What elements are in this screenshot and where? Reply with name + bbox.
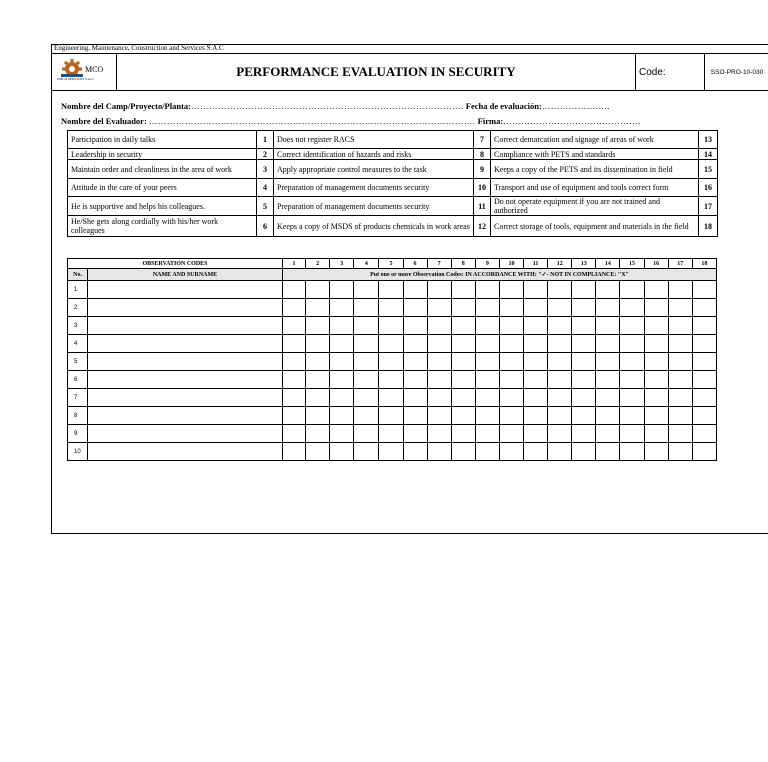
name-cell[interactable] <box>88 317 283 335</box>
code-cell[interactable] <box>475 443 499 461</box>
form-header <box>51 53 768 91</box>
code-cell[interactable] <box>572 389 596 407</box>
code-cell[interactable] <box>403 353 427 371</box>
row-number: 6 <box>68 371 88 389</box>
code-cell[interactable] <box>644 353 668 371</box>
code-number-header: 6 <box>403 259 427 269</box>
code-number-header: 2 <box>306 259 330 269</box>
code-cell[interactable] <box>282 407 305 425</box>
name-cell[interactable] <box>88 335 283 353</box>
code-cell[interactable] <box>644 389 668 407</box>
code-cell[interactable] <box>620 281 644 299</box>
table-row <box>68 407 717 425</box>
criteria-row <box>68 197 718 216</box>
code-cell[interactable] <box>427 389 451 407</box>
form-title: PERFORMANCE EVALUATION IN SECURITY <box>117 54 636 90</box>
code-cell[interactable] <box>354 425 379 443</box>
criteria-number: 4 <box>257 179 274 197</box>
code-cell[interactable] <box>499 371 523 389</box>
code-cell[interactable] <box>354 299 379 317</box>
firma-label: Firma: <box>477 116 504 126</box>
evaluador-line <box>61 116 641 126</box>
code-cell[interactable] <box>330 443 354 461</box>
row-number: 4 <box>68 335 88 353</box>
criteria-text: Apply appropriate control measures to the task <box>274 160 474 179</box>
code-cell[interactable] <box>427 443 451 461</box>
code-cell[interactable] <box>596 371 620 389</box>
row-number: 1 <box>68 281 88 299</box>
code-cell[interactable] <box>451 353 475 371</box>
code-number-header: 10 <box>499 259 523 269</box>
name-cell[interactable] <box>88 407 283 425</box>
code-cell[interactable] <box>330 281 354 299</box>
code-cell[interactable] <box>354 443 379 461</box>
code-cell[interactable] <box>451 407 475 425</box>
company-name: Engineering, Maintenance, Construction and Services S.A.C <box>54 44 224 52</box>
criteria-text: Correct storage of tools, equipment and materials in the field <box>491 216 699 237</box>
criteria-row <box>68 160 718 179</box>
criteria-row <box>68 179 718 197</box>
criteria-text: Keeps a copy of MSDS of products chemicals in work areas <box>274 216 474 237</box>
code-cell[interactable] <box>620 425 644 443</box>
code-cell[interactable] <box>572 353 596 371</box>
code-cell[interactable] <box>620 353 644 371</box>
code-value: SSO-PRO-10-030 <box>710 68 764 76</box>
code-cell[interactable] <box>644 281 668 299</box>
code-cell[interactable] <box>620 317 644 335</box>
criteria-number: 7 <box>474 131 491 149</box>
code-cell[interactable] <box>644 335 668 353</box>
code-cell[interactable] <box>548 335 572 353</box>
logo <box>51 54 117 90</box>
code-cell[interactable] <box>548 425 572 443</box>
code-cell[interactable] <box>427 299 451 317</box>
code-cell[interactable] <box>596 389 620 407</box>
code-cell[interactable] <box>330 353 354 371</box>
code-cell[interactable] <box>572 281 596 299</box>
code-cell[interactable] <box>379 425 403 443</box>
logo-subtext: EMCO SERVICES S.A.C. <box>57 77 95 81</box>
code-number-header: 3 <box>330 259 354 269</box>
code-cell[interactable] <box>548 371 572 389</box>
code-cell[interactable] <box>306 317 330 335</box>
code-cell[interactable] <box>596 353 620 371</box>
code-cell[interactable] <box>572 335 596 353</box>
code-cell[interactable] <box>379 371 403 389</box>
code-cell[interactable] <box>668 317 692 335</box>
code-cell[interactable] <box>524 317 548 335</box>
code-cell[interactable] <box>668 389 692 407</box>
name-cell[interactable] <box>88 425 283 443</box>
code-cell[interactable] <box>572 317 596 335</box>
row-number: 10 <box>68 443 88 461</box>
camp-label: Nombre del Camp/Proyecto/Planta: <box>61 101 191 111</box>
code-cell[interactable] <box>644 425 668 443</box>
code-number-header: 13 <box>572 259 596 269</box>
code-cell[interactable] <box>596 299 620 317</box>
code-cell[interactable] <box>499 299 523 317</box>
firma-field[interactable]: ………………………………………. <box>503 116 641 126</box>
code-cell[interactable] <box>524 389 548 407</box>
code-number-header: 4 <box>354 259 379 269</box>
code-cell[interactable] <box>596 281 620 299</box>
code-cell[interactable] <box>524 335 548 353</box>
code-cell[interactable] <box>306 335 330 353</box>
code-cell[interactable] <box>451 281 475 299</box>
criteria-number: 16 <box>699 179 718 197</box>
criteria-row <box>68 131 718 149</box>
code-cell[interactable] <box>282 281 305 299</box>
criteria-number: 8 <box>474 149 491 160</box>
code-number-header: 18 <box>692 259 716 269</box>
code-cell[interactable] <box>379 443 403 461</box>
criteria-row <box>68 216 718 237</box>
criteria-number: 3 <box>257 160 274 179</box>
code-cell[interactable] <box>524 299 548 317</box>
code-number-header: 15 <box>620 259 644 269</box>
code-cell[interactable] <box>451 443 475 461</box>
code-cell[interactable] <box>475 371 499 389</box>
table-row <box>68 335 717 353</box>
criteria-number: 17 <box>699 197 718 216</box>
criteria-text: Transport and use of equipment and tools correct form <box>491 179 699 197</box>
code-cell[interactable] <box>475 281 499 299</box>
code-cell[interactable] <box>620 389 644 407</box>
code-number-header: 7 <box>427 259 451 269</box>
row-number: 2 <box>68 299 88 317</box>
criteria-number: 14 <box>699 149 718 160</box>
code-cell[interactable] <box>427 317 451 335</box>
camp-line <box>61 101 610 111</box>
code-cell[interactable] <box>451 425 475 443</box>
observation-codes-row <box>68 259 717 269</box>
code-cell[interactable] <box>644 443 668 461</box>
code-cell[interactable] <box>330 335 354 353</box>
criteria-number: 6 <box>257 216 274 237</box>
code-cell[interactable] <box>644 407 668 425</box>
code-cell[interactable] <box>306 299 330 317</box>
code-cell[interactable] <box>427 371 451 389</box>
code-cell[interactable] <box>475 317 499 335</box>
code-cell[interactable] <box>475 389 499 407</box>
criteria-number: 15 <box>699 160 718 179</box>
code-cell[interactable] <box>548 407 572 425</box>
criteria-text: Participation in daily talks <box>68 131 257 149</box>
code-cell[interactable] <box>451 389 475 407</box>
name-cell[interactable] <box>88 443 283 461</box>
code-cell[interactable] <box>620 407 644 425</box>
gear-logo-icon <box>59 58 85 78</box>
name-cell[interactable] <box>88 389 283 407</box>
code-cell[interactable] <box>572 443 596 461</box>
code-cell[interactable] <box>354 371 379 389</box>
table-row <box>68 281 717 299</box>
table-row <box>68 299 717 317</box>
code-cell[interactable] <box>524 281 548 299</box>
code-cell[interactable] <box>427 425 451 443</box>
code-cell[interactable] <box>306 407 330 425</box>
code-cell[interactable] <box>306 281 330 299</box>
code-cell[interactable] <box>379 353 403 371</box>
name-cell[interactable] <box>88 299 283 317</box>
criteria-text: Preparation of management documents security <box>274 197 474 216</box>
code-number-header: 9 <box>475 259 499 269</box>
code-cell[interactable] <box>572 371 596 389</box>
code-cell[interactable] <box>524 371 548 389</box>
criteria-text: Does not register RACS <box>274 131 474 149</box>
code-cell[interactable] <box>475 335 499 353</box>
code-number-header: 16 <box>644 259 668 269</box>
code-cell[interactable] <box>475 425 499 443</box>
code-cell[interactable] <box>282 317 305 335</box>
observation-codes-title: OBSERVATION CODES <box>68 259 283 269</box>
evaluador-label: Nombre del Evaluador: <box>61 116 147 126</box>
code-cell[interactable] <box>668 443 692 461</box>
code-cell[interactable] <box>330 299 354 317</box>
code-cell[interactable] <box>692 371 716 389</box>
code-cell[interactable] <box>354 353 379 371</box>
code-cell[interactable] <box>692 407 716 425</box>
criteria-number: 9 <box>474 160 491 179</box>
code-cell[interactable] <box>330 389 354 407</box>
code-cell[interactable] <box>620 371 644 389</box>
code-cell[interactable] <box>282 335 305 353</box>
code-cell[interactable] <box>596 443 620 461</box>
code-cell[interactable] <box>330 407 354 425</box>
code-cell[interactable] <box>354 317 379 335</box>
code-cell[interactable] <box>451 299 475 317</box>
code-cell[interactable] <box>282 299 305 317</box>
code-number-header: 17 <box>668 259 692 269</box>
code-cell[interactable] <box>282 425 305 443</box>
code-cell[interactable] <box>548 443 572 461</box>
code-cell[interactable] <box>379 299 403 317</box>
code-cell[interactable] <box>524 407 548 425</box>
code-cell[interactable] <box>354 335 379 353</box>
code-cell[interactable] <box>499 317 523 335</box>
code-cell[interactable] <box>668 281 692 299</box>
criteria-number: 18 <box>699 216 718 237</box>
code-cell[interactable] <box>548 389 572 407</box>
criteria-text: Compliance with PETS and standards <box>491 149 699 160</box>
criteria-text: Keeps a copy of the PETS and its dissemination in field <box>491 160 699 179</box>
code-cell[interactable] <box>524 353 548 371</box>
code-cell[interactable] <box>403 335 427 353</box>
code-cell[interactable] <box>427 407 451 425</box>
code-cell[interactable] <box>620 299 644 317</box>
criteria-number: 10 <box>474 179 491 197</box>
code-cell[interactable] <box>499 407 523 425</box>
name-cell[interactable] <box>88 371 283 389</box>
code-cell[interactable] <box>692 335 716 353</box>
code-cell[interactable] <box>668 335 692 353</box>
code-number-header: 1 <box>282 259 305 269</box>
criteria-text: Leadership in security <box>68 149 257 160</box>
criteria-text: He is supportive and helps his colleagues. <box>68 197 257 216</box>
code-cell[interactable] <box>620 443 644 461</box>
name-header: NAME AND SURNAME <box>88 269 283 281</box>
code-cell[interactable] <box>692 443 716 461</box>
code-cell[interactable] <box>499 443 523 461</box>
criteria-number: 5 <box>257 197 274 216</box>
code-label: Code: <box>636 54 705 90</box>
code-cell[interactable] <box>427 353 451 371</box>
code-cell[interactable] <box>524 425 548 443</box>
code-cell[interactable] <box>644 317 668 335</box>
criteria-table <box>67 130 718 237</box>
code-cell[interactable] <box>330 425 354 443</box>
criteria-number: 11 <box>474 197 491 216</box>
code-number-header: 12 <box>548 259 572 269</box>
code-cell[interactable] <box>596 335 620 353</box>
code-cell[interactable] <box>644 299 668 317</box>
row-number: 5 <box>68 353 88 371</box>
table-row <box>68 353 717 371</box>
no-header: No. <box>68 269 88 281</box>
criteria-text: Correct identification of hazards and risks <box>274 149 474 160</box>
code-cell[interactable] <box>403 371 427 389</box>
code-cell[interactable] <box>330 371 354 389</box>
code-cell[interactable] <box>572 407 596 425</box>
code-cell[interactable] <box>475 407 499 425</box>
row-number: 3 <box>68 317 88 335</box>
criteria-text: Preparation of management documents security <box>274 179 474 197</box>
code-cell[interactable] <box>306 443 330 461</box>
criteria-text: Do not operate equipment if you are not trained and authorized <box>491 197 699 216</box>
code-cell[interactable] <box>403 407 427 425</box>
row-number: 9 <box>68 425 88 443</box>
name-cell[interactable] <box>88 281 283 299</box>
observation-table <box>67 258 717 461</box>
observation-header-row <box>68 269 717 281</box>
code-cell[interactable] <box>499 335 523 353</box>
code-cell[interactable] <box>451 317 475 335</box>
code-cell[interactable] <box>499 425 523 443</box>
code-cell[interactable] <box>403 389 427 407</box>
table-row <box>68 317 717 335</box>
code-cell[interactable] <box>379 407 403 425</box>
code-cell[interactable] <box>379 335 403 353</box>
criteria-text: He/She gets along cordially with his/her work colleagues <box>68 216 257 237</box>
code-cell[interactable] <box>572 299 596 317</box>
code-cell[interactable] <box>306 353 330 371</box>
code-cell[interactable] <box>668 371 692 389</box>
criteria-number: 1 <box>257 131 274 149</box>
code-cell[interactable] <box>354 389 379 407</box>
camp-field[interactable]: ………………………………………………………………………………. <box>191 101 464 111</box>
code-cell[interactable] <box>692 389 716 407</box>
code-cell[interactable] <box>306 389 330 407</box>
name-cell[interactable] <box>88 353 283 371</box>
criteria-text: Attitude in the care of your peers <box>68 179 257 197</box>
fecha-label: Fecha de evaluación: <box>465 101 542 111</box>
code-cell[interactable] <box>282 443 305 461</box>
code-cell[interactable] <box>692 281 716 299</box>
code-cell[interactable] <box>330 317 354 335</box>
code-cell[interactable] <box>451 371 475 389</box>
code-cell[interactable] <box>282 371 305 389</box>
code-cell[interactable] <box>282 353 305 371</box>
code-number-header: 5 <box>379 259 403 269</box>
criteria-text: Correct demarcation and signage of areas of work <box>491 131 699 149</box>
criteria-number: 13 <box>699 131 718 149</box>
code-cell[interactable] <box>692 317 716 335</box>
code-cell[interactable] <box>403 443 427 461</box>
criteria-row <box>68 149 718 160</box>
criteria-text: Maintain order and cleanliness in the area of work <box>68 160 257 179</box>
code-cell[interactable] <box>354 407 379 425</box>
code-cell[interactable] <box>596 317 620 335</box>
code-cell[interactable] <box>475 299 499 317</box>
code-cell[interactable] <box>548 353 572 371</box>
code-cell[interactable] <box>692 299 716 317</box>
code-cell[interactable] <box>403 317 427 335</box>
code-cell[interactable] <box>668 407 692 425</box>
code-cell[interactable] <box>379 317 403 335</box>
code-cell[interactable] <box>524 443 548 461</box>
code-cell[interactable] <box>548 299 572 317</box>
code-cell[interactable] <box>499 389 523 407</box>
row-number: 8 <box>68 407 88 425</box>
code-cell[interactable] <box>306 425 330 443</box>
code-cell[interactable] <box>379 389 403 407</box>
fecha-field[interactable]: ……………….…. <box>541 101 611 111</box>
code-cell[interactable] <box>427 281 451 299</box>
code-cell[interactable] <box>403 281 427 299</box>
code-cell[interactable] <box>451 335 475 353</box>
table-row <box>68 443 717 461</box>
code-cell[interactable] <box>572 425 596 443</box>
code-cell[interactable] <box>692 353 716 371</box>
code-cell[interactable] <box>403 425 427 443</box>
criteria-number: 12 <box>474 216 491 237</box>
criteria-number: 2 <box>257 149 274 160</box>
code-cell[interactable] <box>548 281 572 299</box>
code-cell[interactable] <box>403 299 427 317</box>
code-cell[interactable] <box>668 425 692 443</box>
code-cell[interactable] <box>475 353 499 371</box>
code-number-header: 14 <box>596 259 620 269</box>
code-cell[interactable] <box>499 353 523 371</box>
evaluador-field[interactable]: ………………………………………………………………………………………………. <box>148 116 476 126</box>
code-cell[interactable] <box>596 425 620 443</box>
logo-text: MCO <box>85 65 104 74</box>
code-cell[interactable] <box>379 281 403 299</box>
code-cell[interactable] <box>668 299 692 317</box>
code-cell[interactable] <box>499 281 523 299</box>
code-cell[interactable] <box>668 353 692 371</box>
code-cell[interactable] <box>354 281 379 299</box>
table-row <box>68 389 717 407</box>
instruction-header: Put one or more Observation Codes: IN ACCORDANCE WITH: "✓- NOT IN COMPLIANCE: "X" <box>282 269 716 281</box>
table-row <box>68 371 717 389</box>
code-cell[interactable] <box>427 335 451 353</box>
code-cell[interactable] <box>306 371 330 389</box>
code-cell[interactable] <box>620 335 644 353</box>
code-cell[interactable] <box>282 389 305 407</box>
code-cell[interactable] <box>644 371 668 389</box>
code-cell[interactable] <box>548 317 572 335</box>
code-cell[interactable] <box>692 425 716 443</box>
table-row <box>68 425 717 443</box>
code-cell[interactable] <box>596 407 620 425</box>
code-number-header: 8 <box>451 259 475 269</box>
code-number-header: 11 <box>524 259 548 269</box>
row-number: 7 <box>68 389 88 407</box>
